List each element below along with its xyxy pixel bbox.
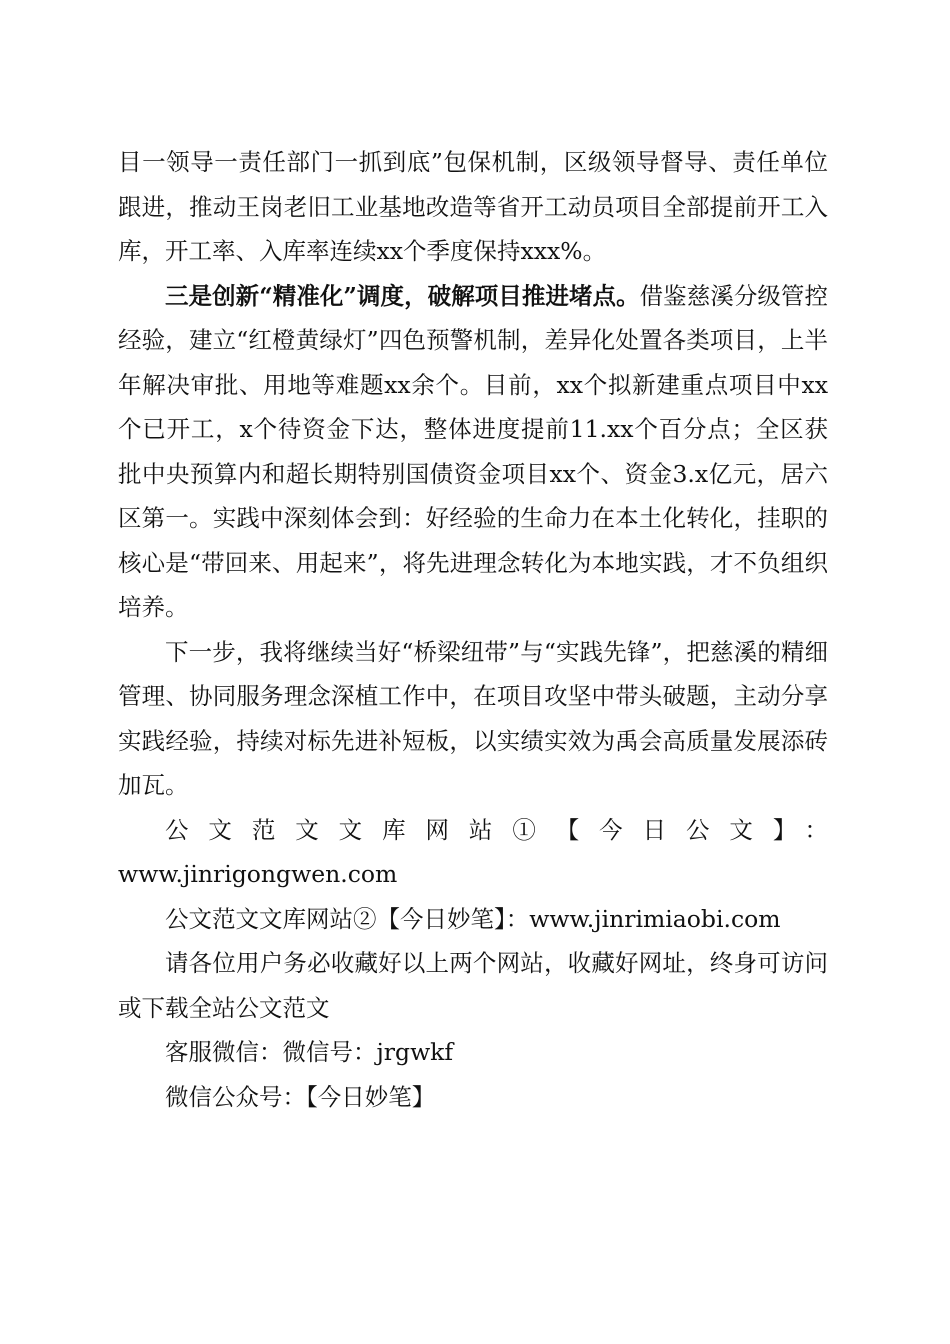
footer-notice: 请各位用户务必收藏好以上两个网站，收藏好网址，终身可访问或下载全站公文范文	[118, 949, 828, 1022]
footer-site1-url[interactable]: www.jinrigongwen.com	[118, 860, 398, 888]
paragraph-2-body: 借鉴慈溪分级管控经验，建立“红橙黄绿灯”四色预警机制，差异化处置各类项目，上半年解决审批、用地等难题xx余个。目前，xx个拟新建重点项目中xx个已开工，x个待资金下达，整体进度提前11.xx个百分点；全区获批中央预算内和超长期特别国债资金项目xx个、资金3.x亿元，居六区第一。实践中深刻体会到：好经验的生命力在本土化转化，挂职的核心是“带回来、用起来”，将先进理念转化为本地实践，才不负组织培养。	[118, 281, 828, 621]
footer-site1-label: 公文范文文库网站①【今日公文】：	[165, 815, 828, 844]
footer-wechat-service: 客服微信：微信号：jrgwkf	[165, 1038, 454, 1066]
document-page	[118, 140, 828, 1119]
footer-site2[interactable]: 公文范文文库网站②【今日妙笔】：www.jinrimiaobi.com	[165, 904, 781, 933]
paragraph-2	[118, 274, 828, 630]
paragraph-3: 下一步，我将继续当好“桥梁纽带”与“实践先锋”，把慈溪的精细管理、协同服务理念深植工作中，在项目攻坚中带头破题，主动分享实践经验，持续对标先进补短板，以实绩实效为禹会高质量发展添砖加瓦。	[118, 637, 828, 799]
paragraph-2-lead: 三是创新“精准化”调度，破解项目推进堵点。	[165, 281, 640, 310]
footer-wechat-account: 微信公众号：【今日妙笔】	[165, 1082, 436, 1111]
paragraph-1: 目一领导一责任部门一抓到底”包保机制，区级领导督导、责任单位跟进，推动王岗老旧工业基地改造等省开工动员项目全部提前开工入库，开工率、入库率连续xx个季度保持xxx%。	[118, 148, 828, 265]
